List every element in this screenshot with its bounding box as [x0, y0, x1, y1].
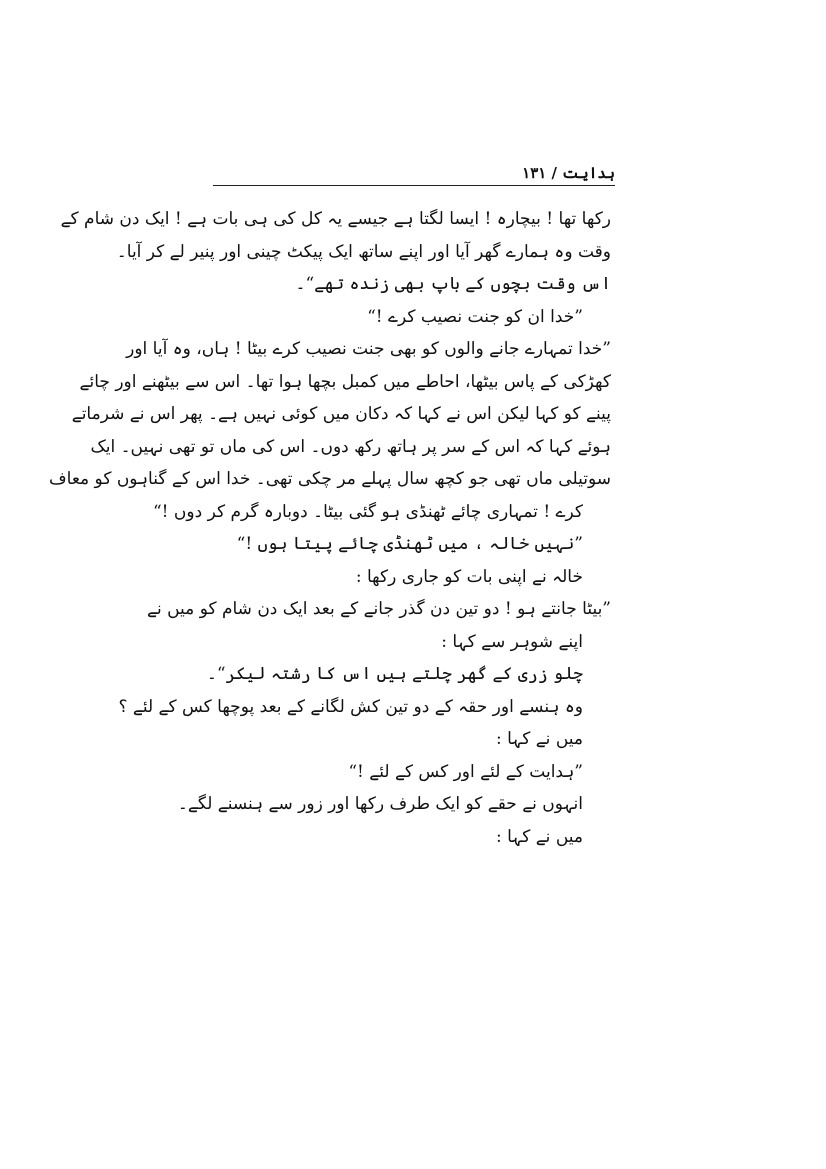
- text-line: اس وقت بچوں کے باپ بھی زندہ تھے“۔: [295, 274, 611, 294]
- text-line: انہوں نے حقے کو ایک طرف رکھا اور زور سے ہنسنے لگے۔: [177, 794, 583, 814]
- text-line: ”ہدایت کے لئے اور کس کے لئے !“: [348, 761, 583, 782]
- running-head: [213, 163, 615, 183]
- text-line: چلو زری کے گھر چلتے ہیں اس کا رشتہ لیکر“۔: [206, 664, 583, 684]
- text-line: رکھا تھا ! بیچارہ ! ایسا لگتا ہے جیسے یہ کل کی ہی بات ہے ! ایک دن شام کے: [60, 209, 611, 229]
- text-line: خالہ نے اپنی بات کو جاری رکھا :: [355, 566, 583, 587]
- header-rule: [213, 185, 615, 186]
- text-line: میں نے کہا :: [495, 729, 583, 749]
- running-head-title: ہدایت / ۱۳۱: [522, 164, 615, 182]
- text-line: ”نہیں خالہ ، میں ٹھنڈی چائے پیتا ہوں !“: [236, 534, 583, 554]
- text-line: کھڑکی کے پاس بیٹھا، احاطے میں کمبل بچھا ہوا تھا۔ اس سے بیٹھنے اور چائے: [79, 371, 611, 392]
- text-line: وقت وہ ہمارے گھر آیا اور اپنے ساتھ ایک پیکٹ چینی اور پنیر لے کر آیا۔: [116, 241, 611, 262]
- text-line: ”خدا ان کو جنت نصیب کرے !“: [367, 306, 583, 327]
- text-line: اپنے شوہر سے کہا :: [441, 631, 583, 652]
- text-line: پینے کو کہا لیکن اس نے کہا کہ دکان میں کوئی نہیں ہے۔ پھر اس نے شرماتے: [71, 404, 611, 424]
- text-line: ”خدا تمہارے جانے والوں کو بھی جنت نصیب کرے بیٹا ! ہاں، وہ آیا اور: [126, 339, 611, 359]
- text-line: ”بیٹا جانتے ہو ! دو تین دن گذر جانے کے بعد ایک دن شام کو میں نے: [147, 599, 611, 619]
- text-line: وہ ہنسے اور حقہ کے دو تین کش لگانے کے بعد پوچھا کس کے لئے ؟: [118, 696, 583, 717]
- body-text: [49, 203, 611, 853]
- text-line: میں نے کہا :: [495, 826, 583, 847]
- text-line: ہوئے کہا کہ اس کے سر پر ہاتھ رکھ دوں۔ اس کی ماں تو تھی نہیں۔ ایک: [90, 436, 611, 457]
- text-line: سوتیلی ماں تھی جو کچھ سال پہلے مر چکی تھی۔ خدا اس کے گناہوں کو معاف: [49, 469, 611, 489]
- text-line: کرے ! تمہاری چائے ٹھنڈی ہو گئی بیٹا۔ دوبارہ گرم کر دوں !“: [152, 501, 583, 522]
